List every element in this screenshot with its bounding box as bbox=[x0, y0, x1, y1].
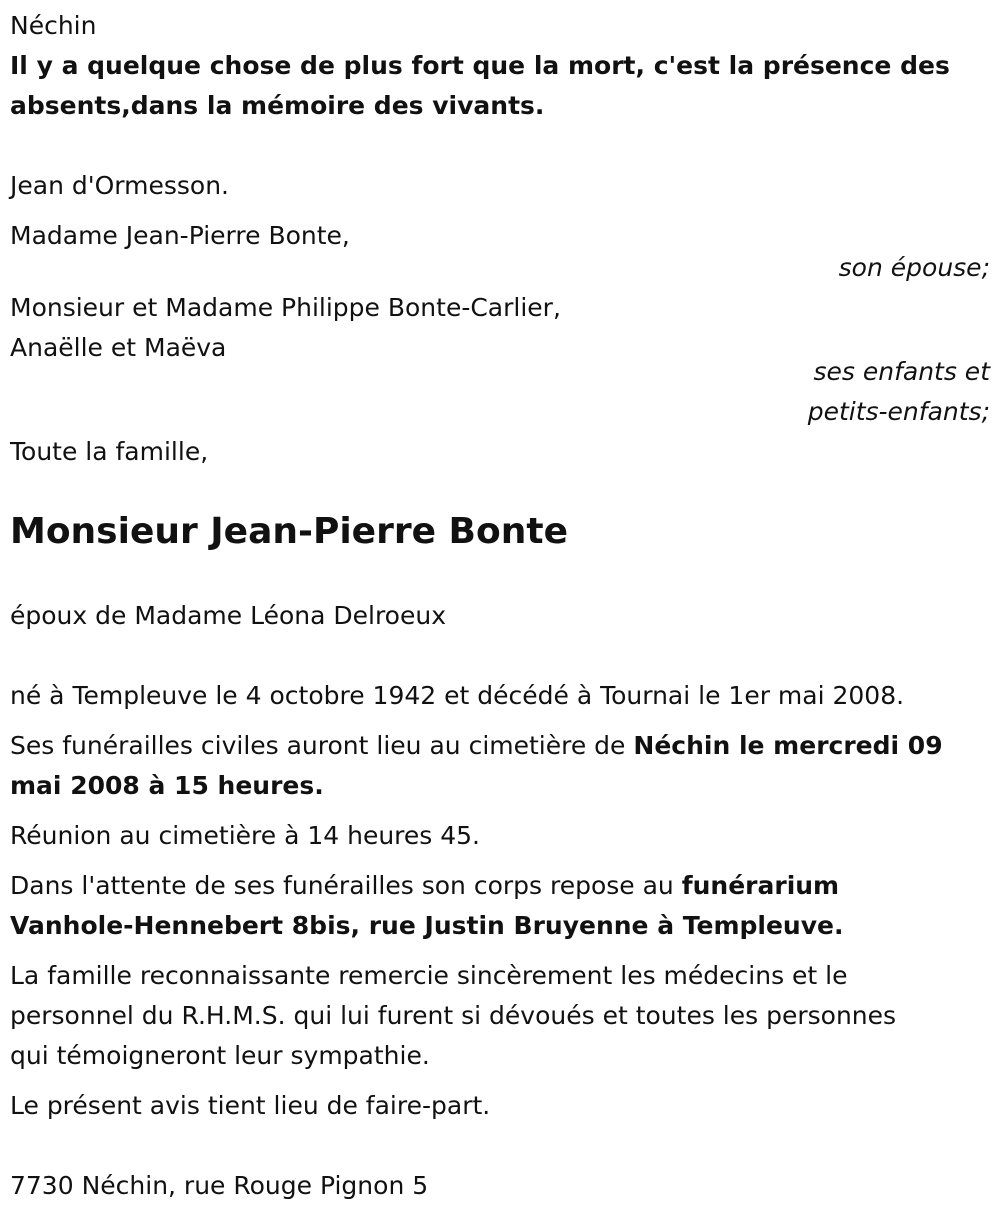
quote-author: Jean d'Ormesson. bbox=[10, 171, 229, 200]
deceased-spouse-of: époux de Madame Léona Delroeux bbox=[10, 601, 446, 630]
thanks-line-3: qui témoigneront leur sympathie. bbox=[10, 1041, 430, 1070]
rest-place-1: funérarium bbox=[681, 871, 840, 900]
spouse-name: Madame Jean-Pierre Bonte, bbox=[10, 221, 350, 250]
family-address: 7730 Néchin, rue Rouge Pignon 5 bbox=[10, 1171, 429, 1200]
quote-line-1: Il y a quelque chose de plus fort que la mort, c'est la présence des bbox=[10, 51, 950, 80]
thanks-line-2: personnel du R.H.M.S. qui lui furent si dévoués et toutes les personnes bbox=[10, 1001, 897, 1030]
children-role-line-1: ses enfants et bbox=[813, 357, 990, 386]
location-header: Néchin bbox=[10, 11, 97, 40]
rest-place-2: Vanhole-Hennebert 8bis, rue Justin Bruyenne à Templeuve. bbox=[10, 911, 844, 940]
children-names-line-1: Monsieur et Madame Philippe Bonte-Carlier, bbox=[10, 293, 561, 322]
rest-line-1 bbox=[10, 866, 990, 906]
obituary-notice bbox=[10, 6, 990, 1206]
funeral-details-1: Néchin le mercredi 09 bbox=[633, 731, 943, 760]
thanks-line-1: La famille reconnaissante remercie sincèrement les médecins et le bbox=[10, 961, 848, 990]
birth-death-dates: né à Templeuve le 4 octobre 1942 et décédé à Tournai le 1er mai 2008. bbox=[10, 681, 905, 710]
deceased-name: Monsieur Jean-Pierre Bonte bbox=[10, 511, 568, 552]
funeral-line-1 bbox=[10, 726, 990, 766]
quote-line-2: absents,dans la mémoire des vivants. bbox=[10, 91, 545, 120]
children-role-line-2: petits-enfants; bbox=[807, 397, 990, 426]
funeral-intro: Ses funérailles civiles auront lieu au cimetière de bbox=[10, 731, 634, 760]
funeral-details-2: mai 2008 à 15 heures. bbox=[10, 771, 324, 800]
spouse-role: son épouse; bbox=[838, 253, 990, 282]
cemetery-meeting: Réunion au cimetière à 14 heures 45. bbox=[10, 821, 481, 850]
notice-statement: Le présent avis tient lieu de faire-part. bbox=[10, 1091, 491, 1120]
children-names-line-2: Anaëlle et Maëva bbox=[10, 333, 227, 362]
rest-intro: Dans l'attente de ses funérailles son corps repose au bbox=[10, 871, 682, 900]
all-family: Toute la famille, bbox=[10, 437, 209, 466]
